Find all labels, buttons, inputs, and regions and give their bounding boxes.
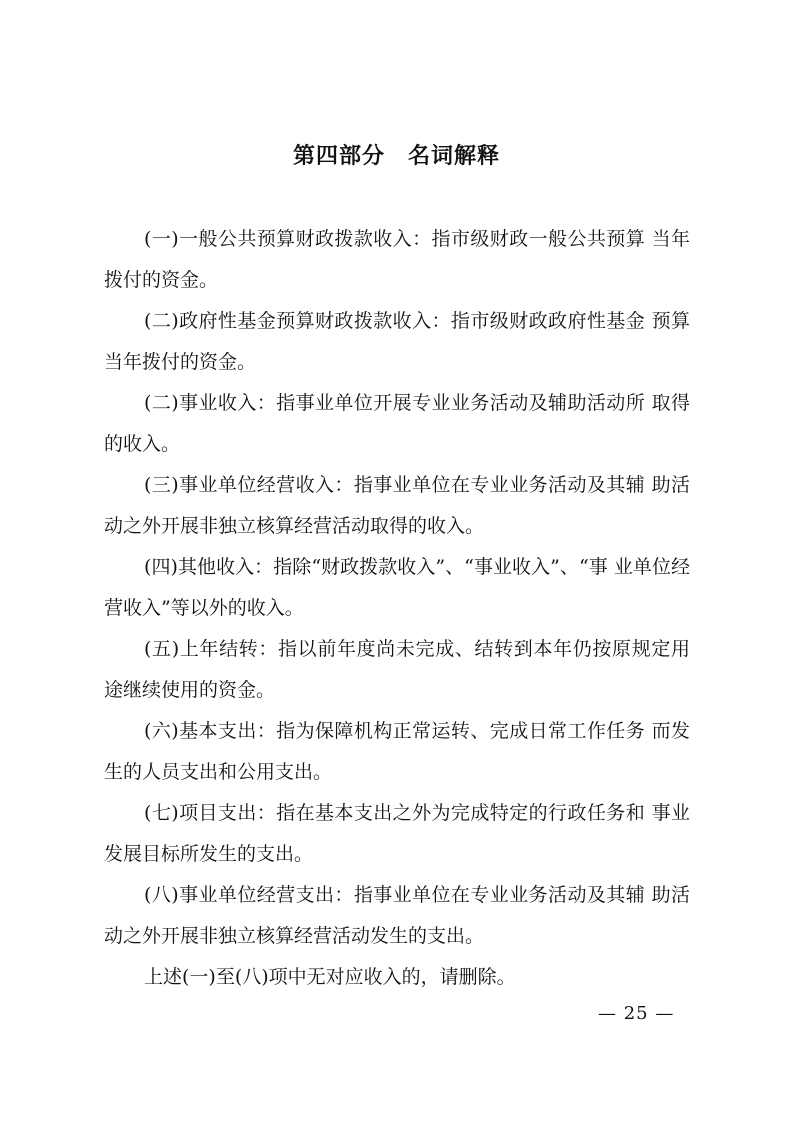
definitions-body xyxy=(104,219,690,998)
definition-paragraph: (六)基本支出：指为保障机构正常运转、完成日常工作任务 而发生的人员支出和公用支出。 xyxy=(104,720,690,783)
definition-paragraph: (二)政府性基金预算财政拨款收入：指市级财政政府性基金 预算当年拨付的资金。 xyxy=(104,310,690,373)
page-number: — 25 — xyxy=(598,1003,675,1024)
closing-note: 上述(一)至(八)项中无对应收入的，请删除。 xyxy=(144,966,516,988)
section-title: 第四部分 名词解释 xyxy=(292,144,500,169)
definition-paragraph: (四)其他收入：指除“财政拨款收入”、“事业收入”、“事 业单位经营收入”等以外的收入。 xyxy=(104,556,690,619)
definition-paragraph: (五)上年结转：指以前年度尚未完成、结转到本年仍按原规定用途继续使用的资金。 xyxy=(104,638,690,701)
definition-paragraph: (一)一般公共预算财政拨款收入：指市级财政一般公共预算 当年拨付的资金。 xyxy=(104,228,690,291)
definition-paragraph: (八)事业单位经营支出：指事业单位在专业业务活动及其辅 助活动之外开展非独立核算经营活动发生的支出。 xyxy=(104,884,690,947)
definition-paragraph: (二)事业收入：指事业单位开展专业业务活动及辅助活动所 取得的收入。 xyxy=(104,392,690,455)
definition-paragraph: (三)事业单位经营收入：指事业单位在专业业务活动及其辅 助活动之外开展非独立核算经营活动取得的收入。 xyxy=(104,474,690,537)
definition-paragraph: (七)项目支出：指在基本支出之外为完成特定的行政任务和 事业发展目标所发生的支出。 xyxy=(104,802,690,865)
